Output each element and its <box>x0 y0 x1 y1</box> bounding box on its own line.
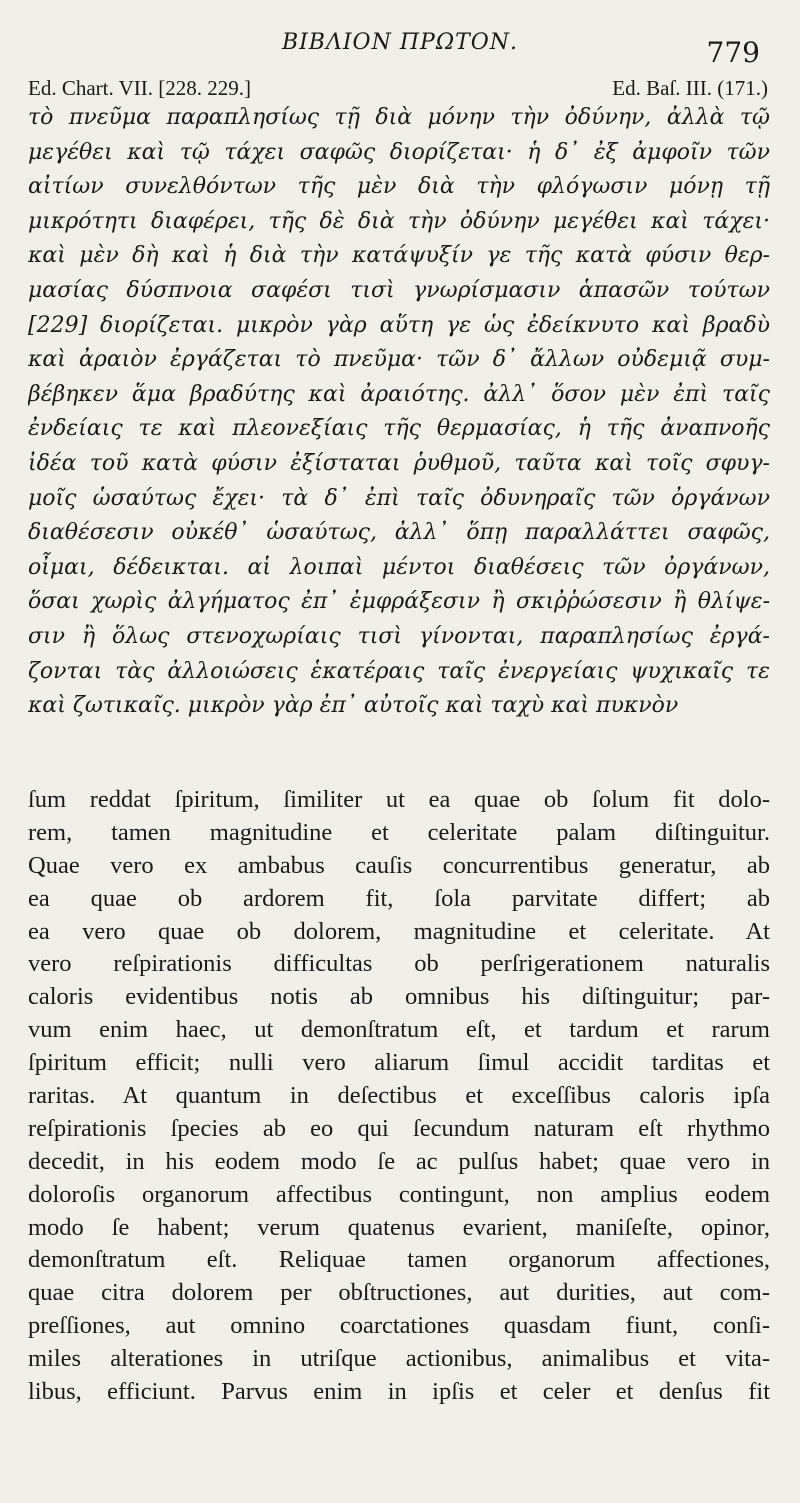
greek-text-line: τὸ πνεῦμα παραπλησίως τῇ διὰ μόνην τὴν ὀδύνην, ἀλλὰ τῷ <box>28 105 770 130</box>
greek-text-line: μικρότητι διαφέρει, τῆς δὲ διὰ τὴν ὀδύνην μεγέθει καὶ τάχει· <box>28 208 770 234</box>
greek-text-line: βέβηκεν ἅμα βραδύτης καὶ ἀραιότης. ἀλλ᾽ ὅσον μὲν ἐπὶ ταῖς <box>28 381 770 407</box>
greek-text-line: ἰδέα τοῦ κατὰ φύσιν ἐξίσταται ῥυθμοῦ, ταῦτα καὶ τοῖς σφυγ- <box>28 450 770 476</box>
greek-text-line: διαθέσεσιν οὐκέθ᾽ ὡσαύτως, ἀλλ᾽ ὅπῃ παραλλάττει σαφῶς, <box>28 520 770 546</box>
latin-text-line: modo ſe habent; verum quatenus evarient, maniſeſte, opinor, <box>28 1213 770 1241</box>
latin-text-line: ea vero quae ob dolorem, magnitudine et celeritate. At <box>28 917 770 945</box>
latin-text-line: ſpiritum efficit; nulli vero aliarum ſimul accidit tarditas et <box>28 1049 770 1077</box>
edition-basel-reference: Ed. Baſ. III. (171.) <box>612 76 768 100</box>
latin-text-line: caloris evidentibus notis ab omnibus his diſtinguitur; par- <box>28 983 770 1011</box>
greek-text-line: καὶ ζωτικαῖς. μικρὸν γὰρ ἐπ᾽ αὐτοῖς καὶ ταχὺ καὶ πυκνὸν <box>28 693 679 719</box>
latin-text-line: miles alterationes in utriſque actionibus, animalibus et vita- <box>28 1345 770 1373</box>
greek-text-line: καὶ ἀραιὸν ἐργάζεται τὸ πνεῦμα· τῶν δ᾽ ἄλλων οὐδεμιᾷ συμ- <box>28 347 770 373</box>
greek-text-line: αἰτίων συνελθόντων τῆς μὲν διὰ τὴν φλόγωσιν μόνῃ τῇ <box>28 174 770 200</box>
latin-text-line: libus, efficiunt. Parvus enim in ipſis et celer et denſus fit <box>28 1378 770 1406</box>
latin-text-line: Quae vero ex ambabus cauſis concurrentibus generatur, ab <box>28 851 770 879</box>
greek-text-line: ζονται τὰς ἀλλοιώσεις ἑκατέραις ταῖς ἐνεργείαις ψυχικαῖς τε <box>28 658 770 684</box>
latin-text-line: quae citra dolorem per obſtructiones, aut durities, aut com- <box>28 1279 770 1307</box>
greek-text-line: οἶμαι, δέδεικται. αἱ λοιπαὶ μέντοι διαθέσεις τῶν ὀργάνων, <box>28 554 770 580</box>
latin-text-line: vum enim haec, ut demonſtratum eſt, et tardum et rarum <box>28 1016 770 1044</box>
greek-text-line: ὅσαι χωρὶς ἀλγήματος ἐπ᾽ ἐμφράξεσιν ἢ σκιῤῥώσεσιν ἢ θλίψε- <box>28 589 770 615</box>
running-head: ΒΙΒΛΙΟΝ ΠΡΩΤΟΝ. <box>281 30 519 55</box>
greek-text-line: μασίας δύσπνοια σαφέσι τισὶ γνωρίσμασιν ἁπασῶν τούτων <box>28 277 770 303</box>
edition-references <box>28 76 768 101</box>
greek-text-line: [229] διορίζεται. μικρὸν γὰρ αὕτη γε ὡς ἐδείκνυτο καὶ βραδὺ <box>28 312 770 338</box>
greek-text-line: καὶ μὲν δὴ καὶ ἡ διὰ τὴν κατάψυξίν γε τῆς κατὰ φύσιν θερ- <box>28 243 770 269</box>
page-number: 779 <box>706 36 760 69</box>
latin-text-line: raritas. At quantum in deſectibus et exceſſibus caloris ipſa <box>28 1082 770 1110</box>
edition-chartier-reference: Ed. Chart. VII. [228. 229.] <box>28 76 251 100</box>
latin-text-line: vero reſpirationis difficultas ob perſrigerationem naturalis <box>28 950 770 978</box>
latin-text-line: rem, tamen magnitudine et celeritate palam diſtinguitur. <box>28 818 770 846</box>
latin-text-line: decedit, in his eodem modo ſe ac pulſus habet; quae vero in <box>28 1147 770 1175</box>
latin-text-line: ea quae ob ardorem fit, ſola parvitate differt; ab <box>28 884 770 912</box>
greek-text-line: ἐνδείαις τε καὶ πλεονεξίαις τῆς θερμασίας, ἡ τῆς ἀναπνοῆς <box>28 416 770 442</box>
greek-text-line: σιν ἢ ὅλως στενοχωρίαις τισὶ γίνονται, παραπλησίως ἐργά- <box>28 623 770 649</box>
greek-text-line: μοῖς ὡσαύτως ἔχει· τὰ δ᾽ ἐπὶ ταῖς ὀδυνηραῖς τῶν ὀργάνων <box>28 485 770 511</box>
latin-text-line: preſſiones, aut omnino coarctationes quasdam fiunt, conſi- <box>28 1312 770 1340</box>
latin-text-line: reſpirationis ſpecies ab eo qui ſecundum naturam eſt rhythmo <box>28 1114 770 1142</box>
greek-text-line: μεγέθει καὶ τῷ τάχει σαφῶς διορίζεται· ἡ δ᾽ ἐξ ἀμφοῖν τῶν <box>28 139 770 165</box>
latin-text-line: demonſtratum eſt. Reliquae tamen organorum affectiones, <box>28 1246 770 1274</box>
latin-text-line: doloroſis organorum affectibus contingunt, non amplius eodem <box>28 1180 770 1208</box>
greek-text-block <box>28 101 770 724</box>
latin-text-line: ſum reddat ſpiritum, ſimiliter ut ea quae ob ſolum fit dolo- <box>28 786 770 813</box>
latin-translation-block <box>28 784 770 1409</box>
